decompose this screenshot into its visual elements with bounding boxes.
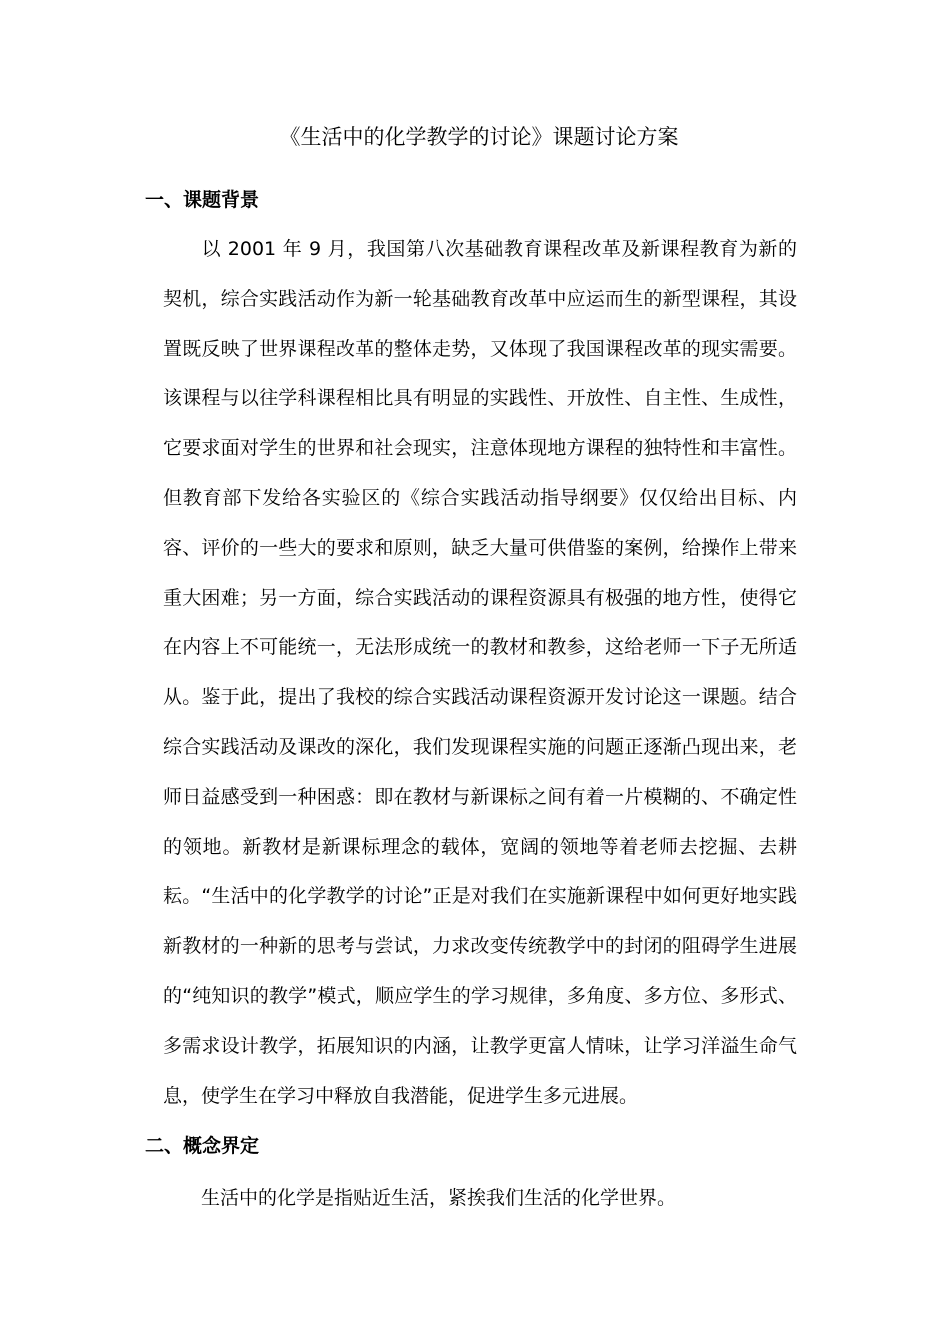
background-paragraph-text: 以 2001 年 9 月，我国第八次基础教育课程改革及新课程教育为新的契机，综合实践活动作为新一轮基础教育改革中应运而生的新型课程，其设置既反映了世界课程改革的整体走势，又体现了我国课程改革的现实需要。该课程与以往学科课程相比具有明显的实践性、开放性、自主性、生成性，它要求面对学生的世界和社会现实，注意体现地方课程的独特性和丰富性。但教育部下发给各实验区的《综合实践活动指导纲要》仅仅给出目标、内容、评价的一些大的要求和原则，缺乏大量可供借鉴的案例，给操作上带来重大困难；另一方面，综合实践活动的课程资源具有极强的地方性，使得它在内容上不可能统一，无法形成统一的教材和教参，这给老师一下子无所适从。鉴于此，提出了我校的综合实践活动课程资源开发讨论这一课题。结合综合实践活动及课改的深化，我们发现课程实施的问题正逐渐凸现出来，老师日益感受到一种困惑：即在教材与新课标之间有着一片模糊的、不确定性的领地。新教材是新课标理念的载体，宽阔的领地等着老师去挖掘、去耕耘。“生活中的化学教学的讨论”正是对我们在实施新课程中如何更好地实践新教材的一种新的思考与尝试，力求改变传统教学中的封闭的阻碍学生进展的“纯知识的教学”模式，顺应学生的学习规律，多角度、多方位、多形式、多需求设计教学，拓展知识的内涵，让教学更富人情味，让学习洋溢生命气息，使学生在学习中释放自我潜能，促进学生多元进展。 xyxy=(163,238,797,1107)
section-heading-background: 一、课题背景 xyxy=(145,189,260,211)
section-heading-definition: 二、概念界定 xyxy=(145,1135,260,1157)
definition-paragraph xyxy=(163,1174,797,1224)
document-title: 《生活中的化学教学的讨论》课题讨论方案 xyxy=(279,125,679,149)
definition-paragraph-text: 生活中的化学是指贴近生活，紧挨我们生活的化学世界。 xyxy=(201,1187,677,1209)
background-paragraph xyxy=(163,225,797,1121)
